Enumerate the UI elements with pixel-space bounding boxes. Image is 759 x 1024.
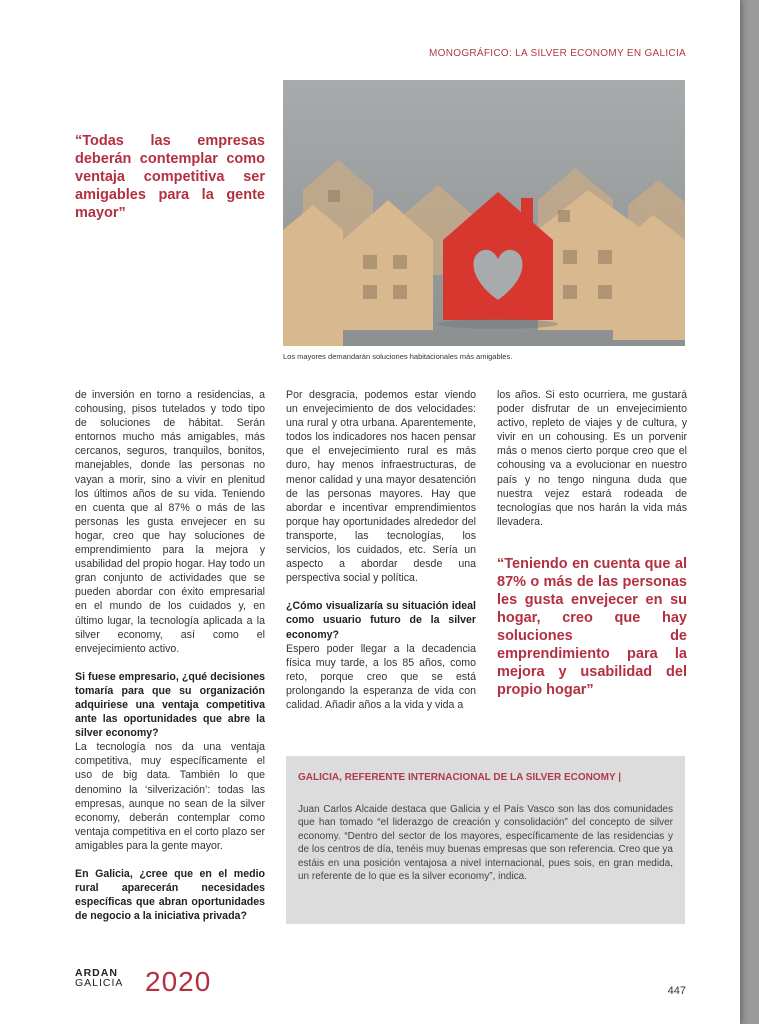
interview-question: En Galicia, ¿cree que en el medio rural aparecerán necesidades específicas que abran oportunidades de negocio a la iniciativa privada? (75, 868, 265, 923)
houses-illustration (283, 80, 685, 346)
section-header: MONOGRÁFICO: LA SILVER ECONOMY EN GALICIA (429, 48, 686, 59)
text-column-3 (497, 388, 687, 529)
logo-bottom-text: GALICIA (75, 977, 124, 989)
houses-photo (283, 80, 685, 346)
pull-quote-top: “Todas las empresas deberán contemplar como ventaja competitiva ser amigables para la gente mayor” (75, 133, 265, 221)
photo-caption: Los mayores demandarán soluciones habitacionales más amigables. (283, 352, 513, 361)
paragraph: los años. Si esto ocurriera, me gustará poder disfrutar de un envejecimiento activo, repleto de viajes y de cultura, y vivir en un cohousing. Es un porvenir más o menos cierto porque creo que el cohousing va a evolucionar en nuestro país y no tengo ninguna duda que nuestra vejez estará rodeada de tecnologías que nos harán la vida más llevadera. (497, 389, 687, 528)
ardan-logo (75, 966, 212, 997)
page-number: 447 (667, 985, 686, 997)
logo-top-text: ARDAN (75, 967, 118, 979)
pull-quote-bottom: “Teniendo en cuenta que al 87% o más de las personas les gusta envejecer en su hogar, creo que hay soluciones de emprendimiento para la mejora y usabilidad del propio hogar” (497, 556, 687, 698)
paragraph: Por desgracia, podemos estar viendo un envejecimiento de dos velocidades: una rural y otra urbana. Aparentemente, todos los indicadores nos hacen pensar que el envejecimiento rural es más duro, hay menos infraestructuras, de menor calidad y una mayor desatención de las personas mayores. Hay que abordar e incentivar emprendimientos porque hay oportunidades alrededor del transporte, las tecnologías, los servicios, los cuidados, etc. Sería un aspecto a abordar desde una perspectiva social y política. (286, 389, 476, 585)
interview-question: ¿Cómo visualizaría su situación ideal como usuario futuro de la silver economy? (286, 600, 476, 641)
paragraph: La tecnología nos da una ventaja competitiva, muy específicamente el uso de big data. También lo que denomino la ‘silverización’: todas las empresas, aunque no sean de la silver economy, deberán contemplar como ventaja competitiva en el corto plazo ser amigables para la gente mayor. (75, 741, 265, 852)
paragraph: de inversión en torno a residencias, a cohousing, pisos tutelados y todo tipo de soluciones de hábitat. Serán entornos mucho más amigables, más cercanos, seguros, tranquilos, bonitos, manejables, donde las personas no vayan a morir, sino a vivir en plenitud los últimos años de su vida. Teniendo en cuenta que al 87% o más de las personas les gusta envejecer en su hogar, creo que hay soluciones de emprendimiento para la mejora y usabilidad del propio hogar. Hay todo un gran conjunto de actividades que se pueden abordar con éxito empresarial en el mundo de los cuidados y, en último lugar, la tecnología aplicada a la silver economy, así como el envejecimiento activo. (75, 389, 265, 655)
text-column-2 (286, 388, 476, 712)
sidebar-box-title: GALICIA, REFERENTE INTERNACIONAL DE LA SILVER ECONOMY | (298, 772, 622, 783)
logo-year: 2020 (145, 966, 212, 997)
paragraph: Espero poder llegar a la decadencia física muy tarde, a los 85 años, como reto, porque creo que se está prolongando la esperanza de vida con calidad. Añadir años a la vida y vida a (286, 642, 476, 711)
sidebar-box (286, 756, 685, 924)
sidebar-box-text: Juan Carlos Alcaide destaca que Galicia y el País Vasco son las dos comunidades que han tomado “el liderazgo de creación y consolidación” del concepto de silver economy. “Dentro del sector de los mayores, específicamente de las residencias y de los centros de día, tenéis muy buenas empresas que son referencia. Creo que ya estáis en una posición ventajosa a nivel internacional, pues sois, en gran medida, un referente de lo que es la silver economy”, indica. (298, 804, 673, 883)
interview-question: Si fuese empresario, ¿qué decisiones tomaría para que su organización adquiriese una ventaja competitiva ante las oportunidades que abre la silver economy? (75, 670, 265, 740)
text-column-1 (75, 388, 265, 923)
